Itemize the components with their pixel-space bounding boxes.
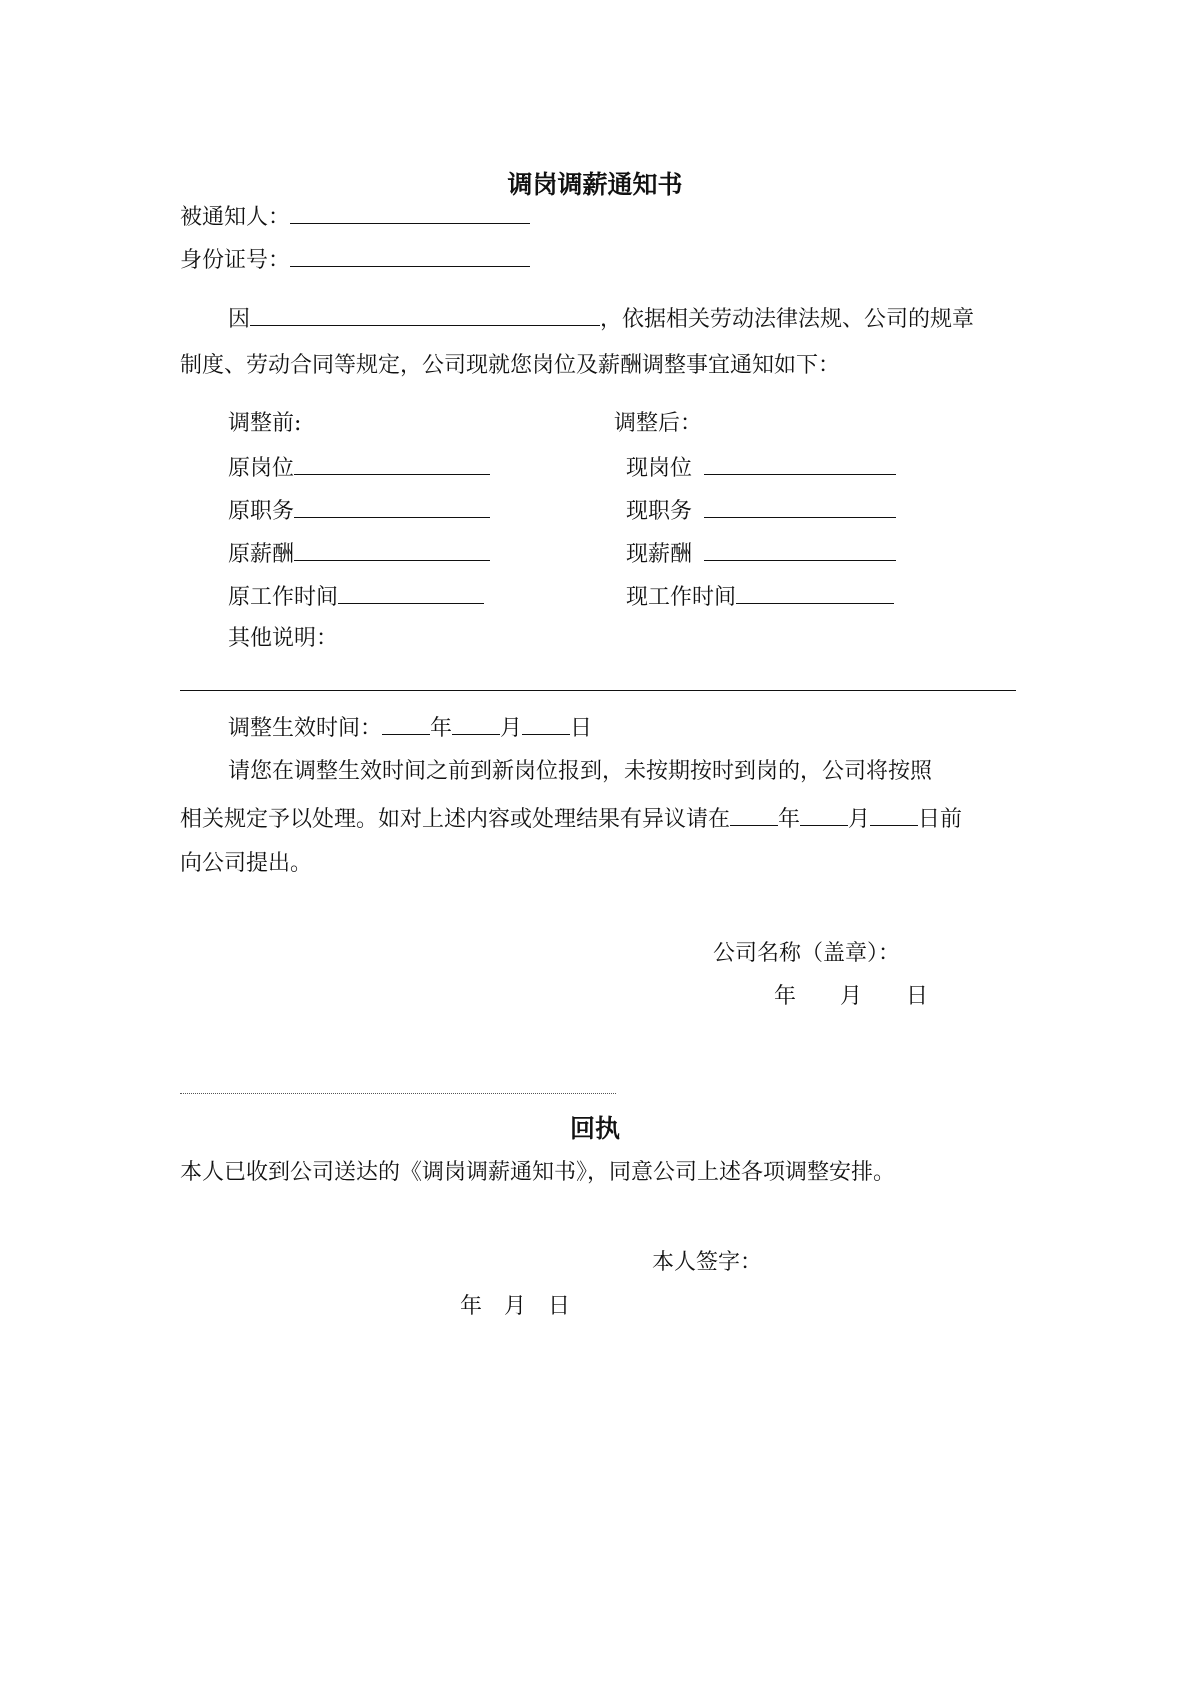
after-item-blank[interactable] [704,495,896,518]
before-item-label: 原岗位 [228,456,295,481]
reason-line-1 [228,303,974,335]
after-item-label: 现薪酬 [626,542,693,567]
para-line-3: 向公司提出。 [180,851,313,876]
reason-line-2: 制度、劳动合同等规定，公司现就您岗位及薪酬调整事宜通知如下： [180,353,841,378]
before-item-hours [228,581,484,613]
after-item-blank[interactable] [704,452,896,475]
receipt-title: 回执 [569,1114,620,1143]
before-item-label: 原职务 [228,499,295,524]
after-item-position [626,452,896,484]
notified-person-row [180,201,530,233]
month-label: 月 [848,807,871,832]
effective-date-row [228,712,592,744]
before-heading: 调整前: [228,411,302,436]
effective-label: 调整生效时间： [228,716,383,741]
before-item-title [228,495,490,527]
notified-person-label: 被通知人： [180,205,291,230]
objection-day-blank[interactable] [870,803,918,826]
day-label: 日 [570,716,593,741]
receipt-text: 本人已收到公司送达的《调岗调薪通知书》，同意公司上述各项调整安排。 [180,1160,896,1185]
before-item-blank[interactable] [294,495,490,518]
reason-prefix: 因 [228,307,251,332]
before-item-blank[interactable] [294,452,490,475]
before-item-blank[interactable] [294,538,490,561]
reason-blank[interactable] [250,303,600,326]
para-line-2 [180,803,962,835]
after-item-hours [626,581,894,613]
after-item-blank[interactable] [736,581,894,604]
other-line[interactable] [180,690,1016,691]
month-blank[interactable] [452,712,500,735]
year-label: 年 [778,807,801,832]
after-item-label: 现工作时间 [626,585,737,610]
year-blank[interactable] [382,712,430,735]
year-label: 年 [430,716,453,741]
before-item-blank[interactable] [338,581,484,604]
before-item-salary [228,538,490,570]
before-item-label: 原工作时间 [228,585,339,610]
before-item-label: 原薪酬 [228,542,295,567]
notice-title: 调岗调薪通知书 [507,170,683,199]
after-item-salary [626,538,896,570]
objection-month-blank[interactable] [800,803,848,826]
id-number-label: 身份证号： [180,248,291,273]
after-item-blank[interactable] [704,538,896,561]
after-item-label: 现岗位 [626,456,693,481]
receipt-date: 年 月 日 [460,1294,571,1319]
after-item-label: 现职务 [626,499,693,524]
company-label: 公司名称（盖章）： [713,941,901,966]
para-line-1: 请您在调整生效时间之前到新岗位报到，未按期按时到岗的，公司将按照 [228,759,933,784]
company-date: 年 月 日 [774,984,929,1009]
para-line-2-prefix: 相关规定予以处理。如对上述内容或处理结果有异议请在 [180,807,731,832]
id-number-row [180,244,530,276]
cut-line [180,1093,616,1094]
id-number-blank[interactable] [290,244,530,267]
reason-suffix: ，依据相关劳动法律法规、公司的规章 [600,307,975,332]
month-label: 月 [500,716,523,741]
day-blank[interactable] [522,712,570,735]
objection-year-blank[interactable] [730,803,778,826]
after-item-title [626,495,896,527]
notified-person-blank[interactable] [290,201,530,224]
signature-label: 本人签字： [652,1250,763,1275]
para-line-2-suffix: 日前 [918,807,963,832]
before-item-position [228,452,490,484]
after-heading: 调整后： [614,411,703,436]
other-label: 其他说明： [228,626,339,651]
